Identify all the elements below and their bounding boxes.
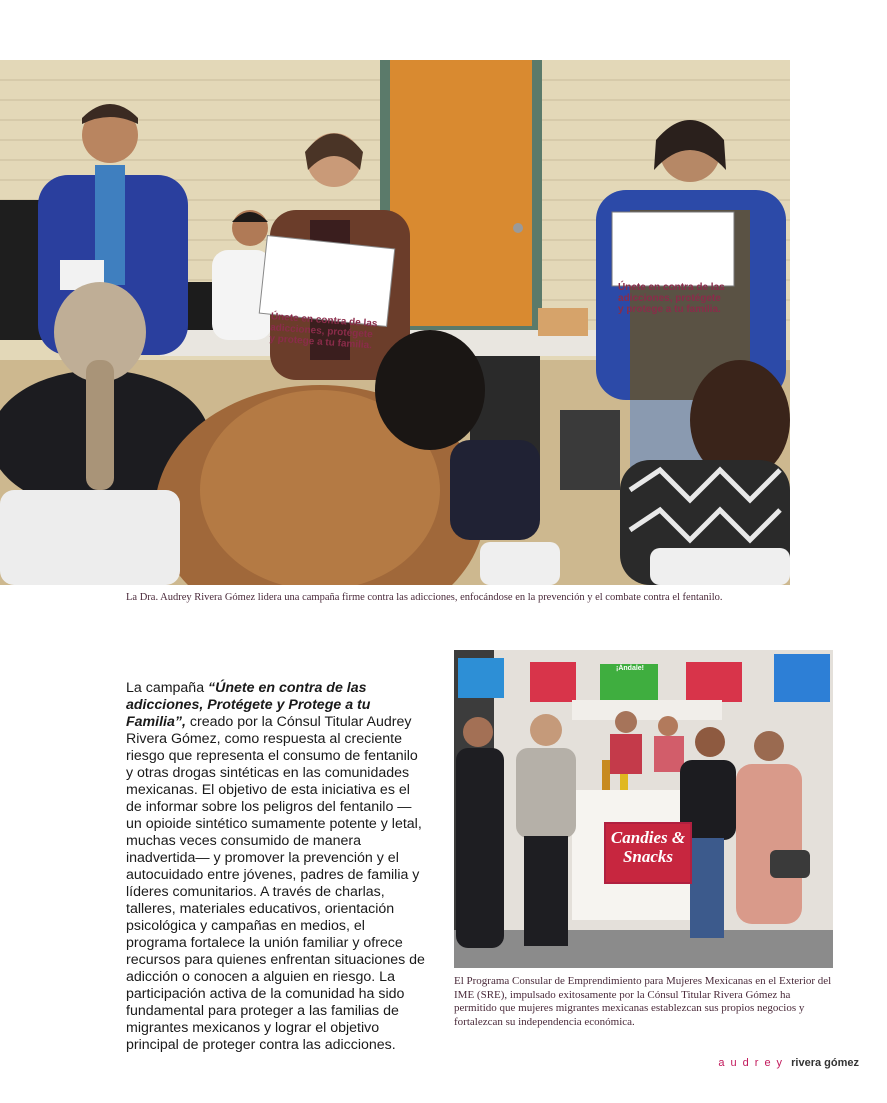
entrepreneurship-photo (454, 650, 833, 968)
top-photo-caption: La Dra. Audrey Rivera Gómez lidera una campaña firme contra las adicciones, enfocándose en la prevención y el combate contra el fentanilo. (126, 592, 723, 603)
campaign-name: “Únete en contra de las adicciones, Protégete y Protege a tu Familia”, (126, 680, 371, 730)
entrepreneurship-photo-illustration (454, 650, 833, 968)
footer-first-name: audrey (718, 1057, 789, 1069)
footer-last-name: rivera gómez (791, 1057, 859, 1069)
article-body (126, 680, 426, 1054)
candies-snacks-sign: Candies & Snacks (604, 822, 692, 884)
right-photo-caption: El Programa Consular de Emprendimiento para Mujeres Mexicanas en el Exterior del IME (SRE), impulsado exitosamente por la Cónsul Titular Rivera Gómez ha permitido que mujeres migrantes mexicanas establezcan sus propios negocios y fortalezcan su independencia económica. (454, 975, 832, 1028)
campaign-photo (0, 60, 790, 585)
campaign-sign-right-text: Únete en contra de las adicciones, protégete y protege a tu familia. (618, 282, 725, 315)
body-paragraph: creado por la Cónsul Titular Audrey Rivera Gómez, como respuesta al creciente riesgo que representa el consumo de fentanilo y otras drogas sintéticas en las comunidades mexicanas. El objetivo de esta iniciativa es el de informar sobre los peligros del fentanilo —un opioide sintético sumamente potente y letal, muchas veces consumido de manera inadvertida— y promover la prevención y el autocuidado entre jóvenes, padres de familia y líderes comunitarios. A través de charlas, talleres, materiales educativos, orientación psicológica y campañas en medios, el programa fortalece la unión familiar y ofrece recursos para quienes enfrentan situaciones de adicción o conocen a alguien en riesgo. La participación activa de la comunidad ha sido fundamental para proteger a las familias de migrantes mexicanos y lograr el objetivo principal de proteger contra las adicciones. (126, 714, 425, 1053)
page-footer (718, 1057, 859, 1069)
campaign-photo-illustration (0, 60, 790, 585)
body-intro: La campaña (126, 680, 209, 696)
campaign-sign-left-text: Únete en contra de las adicciones, protégete y protege a tu familia. (268, 311, 378, 352)
flag-text: ¡Ándale! (616, 665, 644, 672)
